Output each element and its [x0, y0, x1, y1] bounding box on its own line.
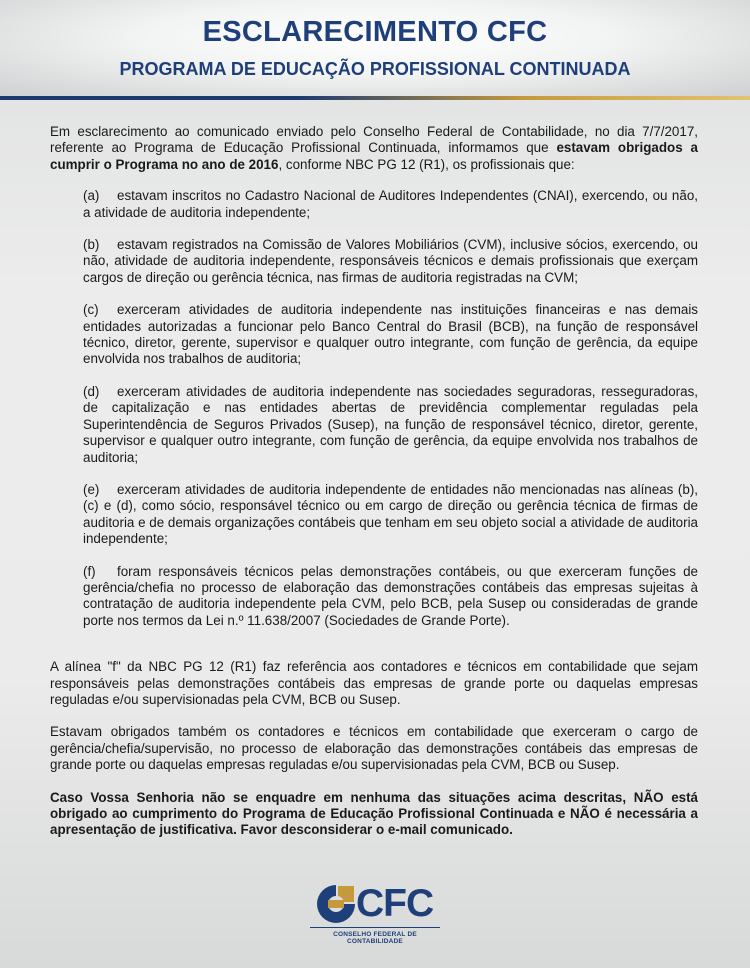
cfc-emblem-icon — [314, 882, 358, 926]
list-item — [83, 564, 698, 630]
list-item — [83, 384, 698, 466]
item-text: estavam registrados na Comissão de Valores Mobiliários (CVM), inclusive sócios, exercendo, ou não, atividade de auditoria independente, responsáveis técnicos e demais profissionais que exerçam cargos de direção ou gerência técnica, nas firmas de auditoria registradas na CVM; — [83, 237, 698, 285]
item-label: (a) — [83, 188, 100, 204]
cfc-logo — [310, 880, 440, 956]
item-text: exerceram atividades de auditoria independente de entidades não mencionadas nas alíneas (b), (c) e (d), como sócio, responsável técnico ou em cargo de direção ou gerência técnica de firmas de auditoria e de demais organizações contábeis que tenham em seu objeto social a atividade de auditoria independente; — [83, 481, 698, 547]
item-text: estavam inscritos no Cadastro Nacional de Auditores Independentes (CNAI), exercendo, ou não, a atividade de auditoria independente; — [83, 188, 698, 220]
intro-paragraph — [50, 124, 698, 173]
header-divider — [0, 96, 750, 100]
list-item — [83, 302, 698, 368]
list-item — [83, 482, 698, 548]
obligation-list — [50, 188, 698, 629]
item-label: (e) — [83, 481, 100, 497]
item-label: (c) — [83, 302, 99, 318]
logo-caption: CONSELHO FEDERAL DE CONTABILIDADE — [333, 931, 417, 945]
list-item — [83, 237, 698, 286]
document-header — [0, 0, 750, 96]
document-title: ESCLARECIMENTO CFC — [202, 16, 548, 48]
paragraph-also-obligated: Estavam obrigados também os contadores e técnicos em contabilidade que exerceram o cargo de gerência/chefia/supervisão, no processo de elaboração das demonstrações contábeis das empresas de grande porte ou daquelas empresas reguladas e/ou supervisionadas pela CVM, BCB ou Susep. — [50, 724, 698, 773]
intro-emphasis: estavam obrigados a cumprir o Programa no ano de 2016 — [50, 140, 698, 172]
item-label: (d) — [83, 383, 100, 399]
logo-wordmark: CFC — [356, 882, 434, 925]
document-subtitle: PROGRAMA DE EDUCAÇÃO PROFISSIONAL CONTINUADA — [119, 59, 631, 79]
intro-text-start: Em esclarecimento ao comunicado enviado pelo Conselho Federal de Contabilidade, no dia 7/7/2017, referente ao Programa de Educação Profissional Continuada, informamos que — [50, 124, 698, 156]
paragraph-alinea-f: A alínea "f" da NBC PG 12 (R1) faz referência aos contadores e técnicos em contabilidade que sejam responsáveis pelas demonstrações contábeis das empresas de grande porte ou daquelas empresas reguladas e/ou supervisionadas pela CVM, BCB ou Susep. — [50, 659, 698, 707]
item-label: (b) — [83, 237, 100, 253]
list-item — [83, 188, 698, 221]
item-label: (f) — [83, 563, 96, 579]
item-text: exerceram atividades de auditoria independente nas sociedades seguradoras, resseguradoras, de capitalização e nas entidades abertas de previdência complementar reguladas pela Superintendência de Seguros Privados (Susep), na função de responsável técnico, diretor, gerente, supervisor e qualquer outro integrante, com função de gerência, da equipe envolvida nos trabalhos de auditoria; — [83, 383, 698, 465]
logo-divider — [310, 927, 440, 928]
item-text: foram responsáveis técnicos pelas demonstrações contábeis, ou que exerceram funções de gerência/chefia no processo de elaboração das demonstrações contábeis das empresas sujeitas à contratação de auditoria independente pela CVM, pelo BCB, pela Susep ou consideradas de grande porte nos termos da Lei n.º 11.638/2007 (Sociedades de Grande Porte). — [83, 563, 698, 628]
intro-text-end: , conforme NBC PG 12 (R1), os profissionais que: — [278, 156, 575, 172]
document-body — [50, 124, 698, 839]
item-text: exerceram atividades de auditoria independente nas instituições financeiras e nas demais entidades autorizadas a funcionar pelo Banco Central do Brasil (BCB), na função de responsável técnico, diretor, gerente, supervisor e qualquer outro integrante, com função de gerência, da equipe envolvida nos trabalhos de auditoria; — [83, 302, 698, 367]
paragraph-disclaimer: Caso Vossa Senhoria não se enquadre em nenhuma das situações acima descritas, NÃO está obrigado ao cumprimento do Programa de Educação Profissional Continuada e NÃO é necessária a apresentação de justificativa. Favor desconsiderar o e-mail comunicado. — [50, 789, 698, 838]
